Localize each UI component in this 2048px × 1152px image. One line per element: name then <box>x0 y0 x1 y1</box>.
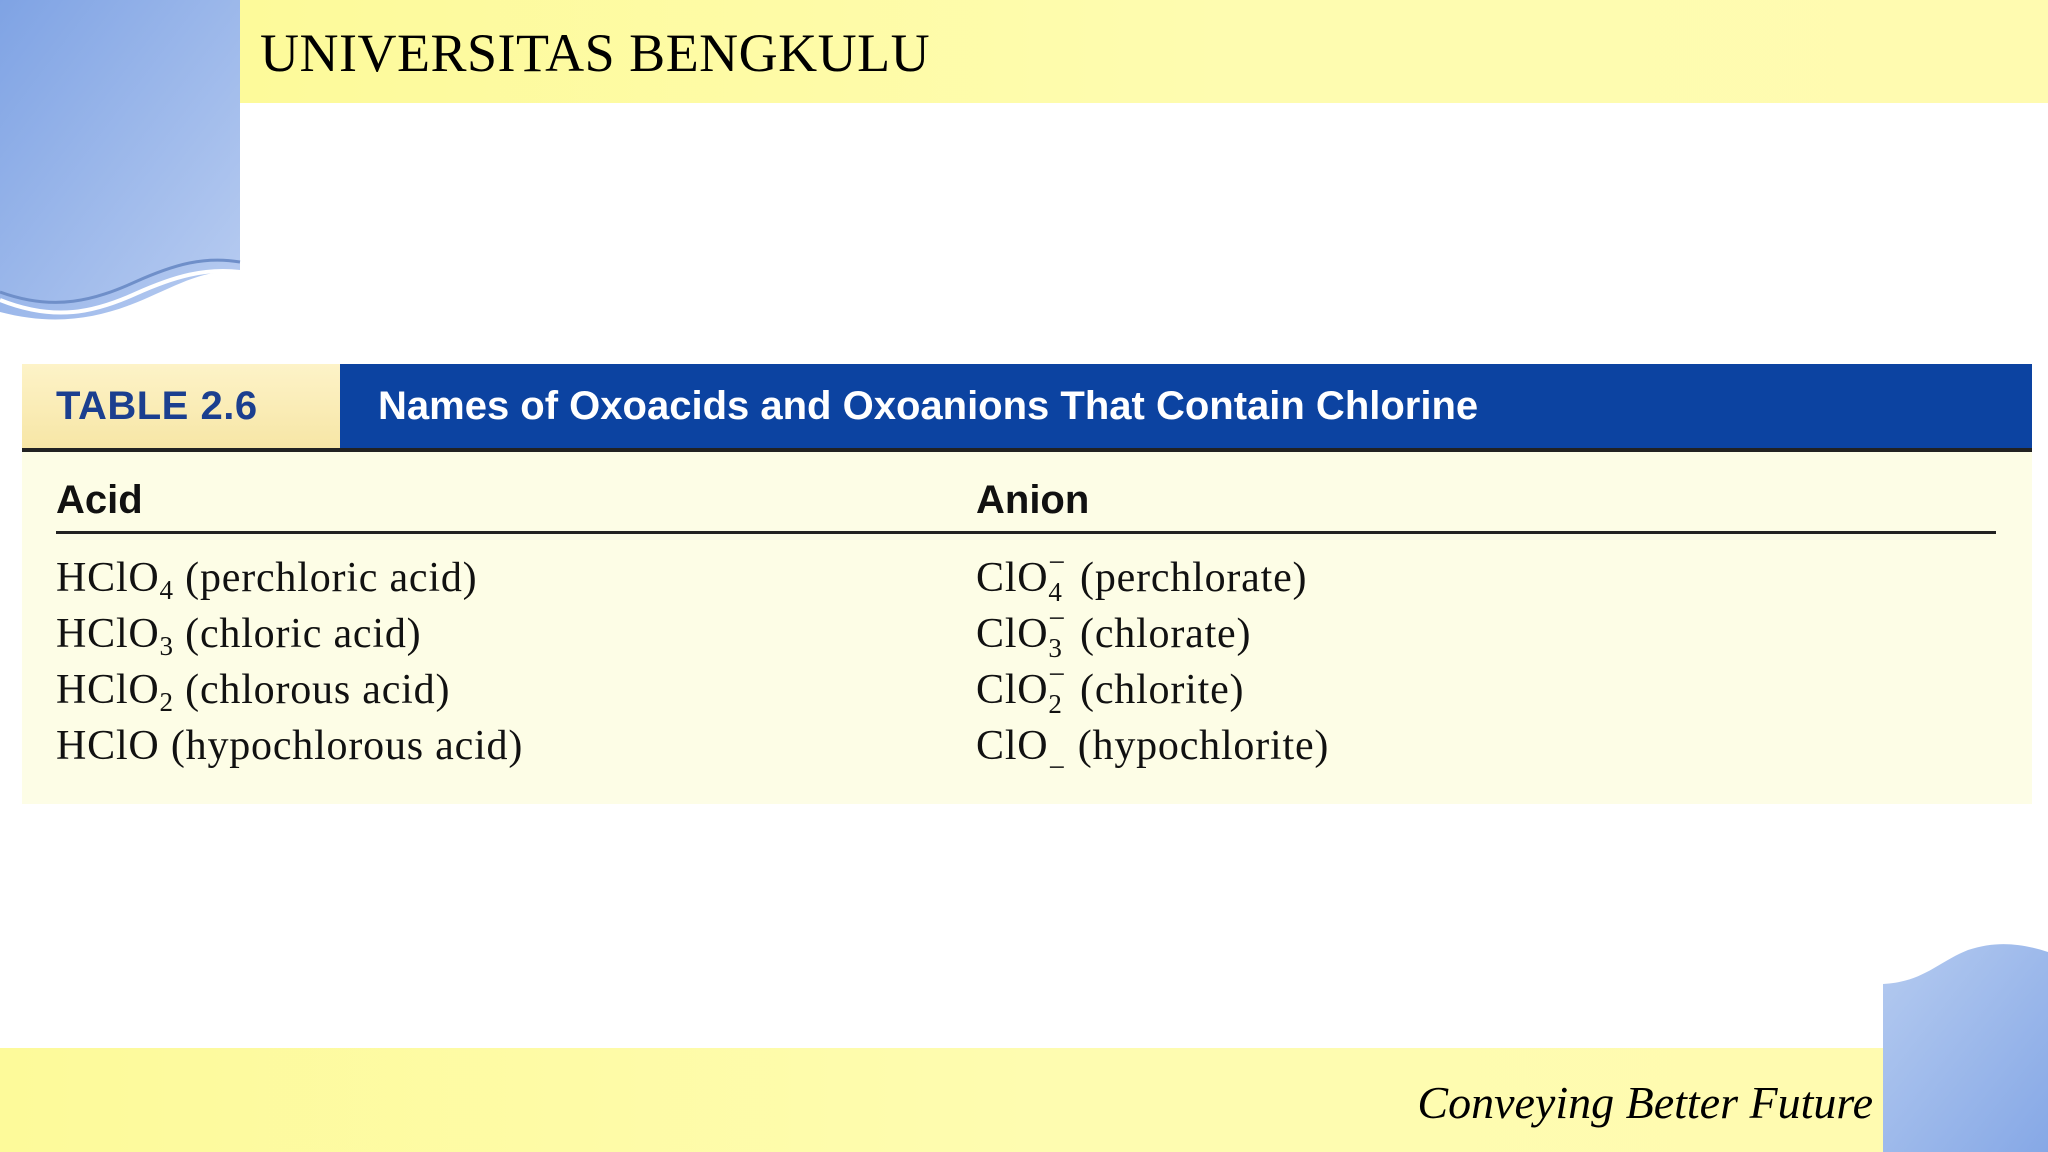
anion-name: (chlorite) <box>1080 667 1245 713</box>
anion-charge: − <box>1048 658 1067 691</box>
acid-subscript: 3 <box>159 631 174 661</box>
table-title: Names of Oxoacids and Oxoanions That Contain Chlorine <box>378 383 1479 428</box>
anion-subscript: 2 <box>1048 689 1063 719</box>
chlorine-oxoacid-table <box>22 364 2032 804</box>
acid-formula: HClO <box>56 611 160 657</box>
acid-name: (hypochlorous acid) <box>170 723 524 769</box>
anion-charge: − <box>1048 546 1067 579</box>
acid-cell <box>56 666 451 717</box>
column-header-anion: Anion <box>976 478 1090 522</box>
corner-decoration-bottom <box>1883 942 2048 1152</box>
anion-formula: ClO <box>976 667 1049 713</box>
header-divider <box>56 531 1996 534</box>
acid-subscript: 2 <box>159 687 174 717</box>
anion-cell <box>976 602 1252 663</box>
title-divider <box>22 448 2032 452</box>
anion-formula: ClO <box>976 723 1049 769</box>
table-label: TABLE 2.6 <box>56 383 258 428</box>
acid-formula: HClO <box>56 667 160 713</box>
anion-charge: − <box>1048 602 1067 635</box>
table-title-box <box>340 364 2032 448</box>
acid-cell <box>56 554 478 605</box>
acid-subscript: 4 <box>159 575 174 605</box>
acid-name: (perchloric acid) <box>185 555 478 601</box>
anion-subscript: 4 <box>1048 577 1063 607</box>
anion-cell <box>976 658 1245 719</box>
acid-cell <box>56 610 422 661</box>
acid-cell <box>56 722 523 770</box>
anion-name: (hypochlorite) <box>1077 723 1330 769</box>
acid-formula: HClO <box>56 723 160 769</box>
page-title: UNIVERSITAS BENGKULU <box>260 23 931 83</box>
acid-name: (chlorous acid) <box>185 667 451 713</box>
anion-cell <box>976 722 1330 784</box>
column-header-acid: Acid <box>56 478 143 522</box>
acid-name: (chloric acid) <box>185 611 422 657</box>
table-label-box <box>22 364 340 448</box>
anion-charge: − <box>1048 751 1067 784</box>
anion-name: (perchlorate) <box>1080 555 1308 601</box>
anion-formula: ClO <box>976 611 1049 657</box>
acid-formula: HClO <box>56 555 160 601</box>
anion-name: (chlorate) <box>1080 611 1252 657</box>
anion-subscript: 3 <box>1048 633 1063 663</box>
anion-cell <box>976 546 1308 607</box>
footer-slogan: Conveying Better Future <box>1417 1077 1873 1128</box>
corner-decoration-top <box>0 0 245 340</box>
anion-formula: ClO <box>976 555 1049 601</box>
